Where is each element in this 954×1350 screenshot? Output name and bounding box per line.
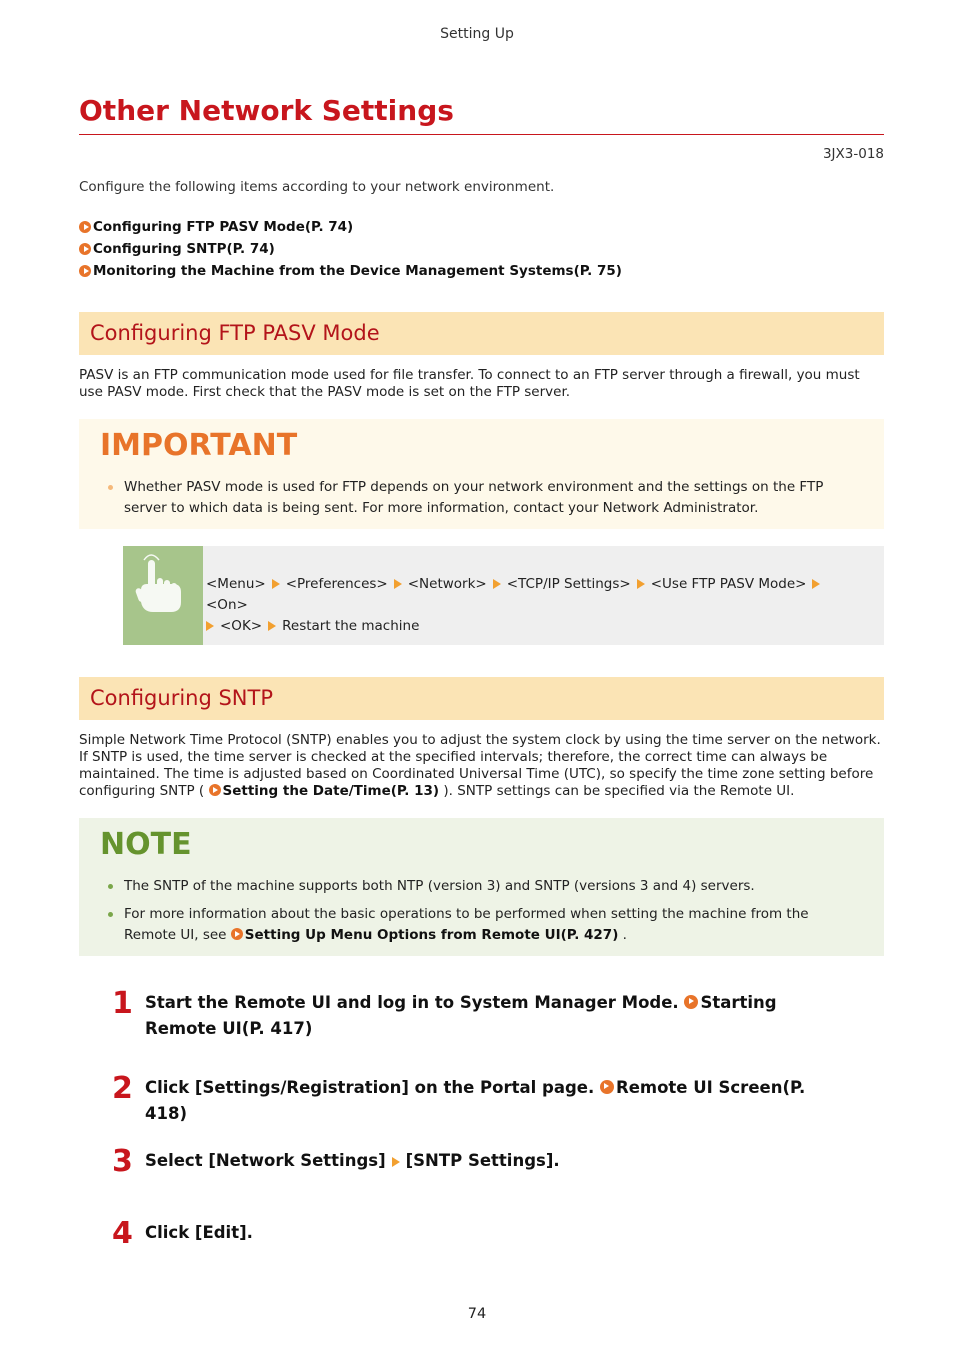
step-1 bbox=[112, 986, 884, 1046]
important-callout bbox=[79, 419, 884, 529]
pasv-description: PASV is an FTP communication mode used for file transfer. To connect to an FTP server through a firewall, you must use PASV mode. First check that the PASV mode is set on the FTP server. bbox=[79, 367, 860, 400]
op-step-use-ftp-pasv: <Use FTP PASV Mode> bbox=[650, 576, 807, 592]
link-arrow-icon bbox=[600, 1080, 614, 1094]
step-number: 3 bbox=[112, 1144, 133, 1179]
arrow-right-icon bbox=[392, 1157, 400, 1167]
step-text: Select [Network Settings] [SNTP Settings]. bbox=[145, 1151, 560, 1170]
op-step-ok: <OK> bbox=[220, 618, 263, 634]
section-heading-sntp: Configuring SNTP bbox=[79, 677, 884, 720]
op-step-preferences: <Preferences> bbox=[285, 576, 388, 592]
op-step-menu: <Menu> bbox=[206, 576, 266, 592]
link-starting-remote-ui[interactable]: Starting Remote UI(P. 417) bbox=[145, 993, 777, 1038]
link-arrow-icon bbox=[684, 995, 698, 1009]
intro-text: Configure the following items according to your network environment. bbox=[79, 179, 555, 195]
arrow-right-icon bbox=[206, 621, 214, 631]
step-text: Click [Settings/Registration] on the Portal page. Remote UI Screen(P. 418) bbox=[145, 1078, 806, 1123]
page-title: Other Network Settings bbox=[79, 94, 454, 127]
arrow-right-icon bbox=[812, 579, 820, 589]
document-code: 3JX3-018 bbox=[822, 146, 884, 162]
link-arrow-icon bbox=[79, 265, 91, 277]
operation-path bbox=[206, 574, 866, 637]
sntp-description: Simple Network Time Protocol (SNTP) enables you to adjust the system clock by using the time server on the network. If SNTP is used, the time server is checked at the specified intervals; therefore, the correct time can always be maintained. The time is adjusted based on Coordinated Universal Time (UTC), so specify the time zone setting before configuring SNTP ( Setting the Date/Time(P. 13) ). SNTP settings can be specified via the Remote UI. bbox=[79, 732, 881, 799]
note-list bbox=[100, 876, 863, 946]
op-step-on: <On> bbox=[206, 597, 248, 613]
hand-pointer-icon-svg bbox=[123, 546, 203, 645]
arrow-right-icon bbox=[268, 621, 276, 631]
note-callout bbox=[79, 818, 884, 956]
operation-path-box bbox=[123, 546, 884, 645]
step-2 bbox=[112, 1071, 884, 1123]
important-title: IMPORTANT bbox=[100, 428, 298, 463]
op-step-restart: Restart the machine bbox=[282, 618, 420, 634]
link-remote-ui-menu[interactable]: Setting Up Menu Options from Remote UI(P. 427) bbox=[244, 927, 619, 943]
title-rule bbox=[79, 134, 884, 135]
toc-link-label: Configuring FTP PASV Mode(P. 74) bbox=[93, 219, 354, 235]
important-list bbox=[100, 477, 863, 519]
op-step-network: <Network> bbox=[407, 576, 487, 592]
hand-pointer-icon bbox=[123, 546, 203, 645]
link-arrow-icon bbox=[209, 784, 221, 796]
step-text: Click [Edit]. bbox=[145, 1223, 253, 1242]
step-number: 4 bbox=[112, 1216, 133, 1251]
note-item: For more information about the basic operations to be performed when setting the machine from the Remote UI, see Setting Up Menu Options from Remote UI(P. 427) . bbox=[100, 904, 863, 946]
toc-link-device-management[interactable] bbox=[79, 260, 622, 282]
page-number: 74 bbox=[467, 1306, 487, 1322]
toc-link-sntp[interactable] bbox=[79, 238, 622, 260]
note-title: NOTE bbox=[100, 827, 192, 862]
step-3 bbox=[112, 1144, 884, 1179]
bullet-icon bbox=[108, 485, 113, 490]
toc-link-label: Configuring SNTP(P. 74) bbox=[93, 241, 275, 257]
arrow-right-icon bbox=[493, 579, 501, 589]
op-step-tcpip: <TCP/IP Settings> bbox=[506, 576, 631, 592]
section-heading-ftp-pasv: Configuring FTP PASV Mode bbox=[79, 312, 884, 355]
arrow-right-icon bbox=[394, 579, 402, 589]
bullet-icon bbox=[108, 884, 113, 889]
link-remote-ui-screen[interactable]: Remote UI Screen(P. 418) bbox=[145, 1078, 806, 1123]
running-header: Setting Up bbox=[440, 26, 514, 42]
step-4 bbox=[112, 1216, 884, 1251]
arrow-right-icon bbox=[272, 579, 280, 589]
toc-link-label: Monitoring the Machine from the Device Management Systems(P. 75) bbox=[93, 263, 622, 279]
arrow-right-icon bbox=[637, 579, 645, 589]
note-item: The SNTP of the machine supports both NTP (version 3) and SNTP (versions 3 and 4) servers. bbox=[100, 876, 863, 897]
bullet-icon bbox=[108, 912, 113, 917]
step-text: Start the Remote UI and log in to System Manager Mode. Starting Remote UI(P. 417) bbox=[145, 993, 777, 1038]
link-arrow-icon bbox=[79, 243, 91, 255]
toc-link-ftp-pasv[interactable] bbox=[79, 216, 622, 238]
important-item: Whether PASV mode is used for FTP depends on your network environment and the settings on the FTP server to which data is being sent. For more information, contact your Network Administrator. bbox=[100, 477, 863, 519]
toc-list bbox=[79, 216, 622, 282]
step-number: 2 bbox=[112, 1071, 133, 1106]
step-number: 1 bbox=[112, 986, 133, 1021]
link-arrow-icon bbox=[231, 928, 243, 940]
link-arrow-icon bbox=[79, 221, 91, 233]
link-setting-date-time[interactable]: Setting the Date/Time(P. 13) bbox=[222, 783, 440, 799]
